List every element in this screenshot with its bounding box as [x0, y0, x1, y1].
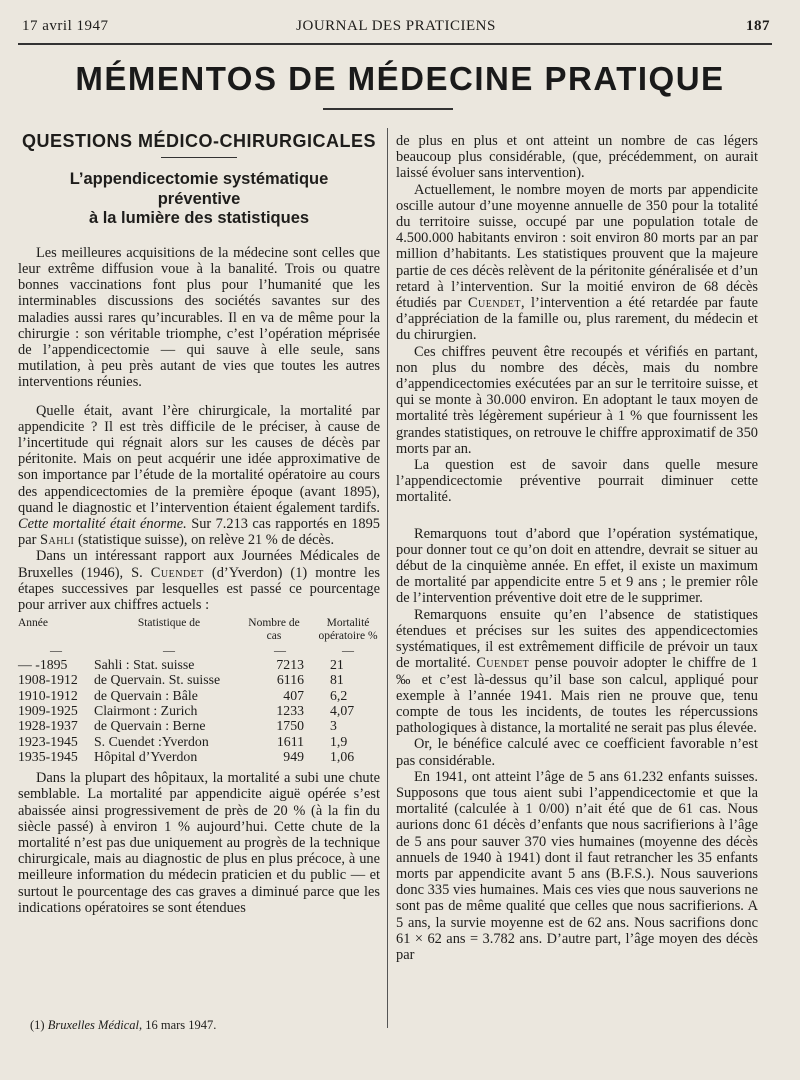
table-row: 1928-1937 de Quervain : Berne 1750 3 — [18, 718, 337, 734]
paragraph: de plus en plus et ont atteint un nombre de cas légers beaucoup plus considérable, (que, précédemment, on aurait laissé évoluer sans intervention). — [396, 133, 758, 182]
table-row: 1935-1945 Hôpital d’Yverdon 949 1,06 — [18, 748, 355, 764]
table-row: 1909-1925 Clairmont : Zurich 1233 4,07 — [18, 703, 355, 719]
table-row: 1923-1945 S. Cuendet :Yverdon 1611 1,9 — [18, 733, 348, 749]
paragraph: Remarquons ensuite qu’en l’absence de statistiques étendues et précises sur les suites des appendicectomies systématiques, il est extrêmement difficile de prévoir un taux de mortalité. Cuendet pense pouvoir adopter le chiffre de 1 ‰ et c’est là-dessus qu’il base son calcul, appliqué pour exemple à l’année 1941. Mais rien ne prouve que, tenu compte de tous les incidents, de toutes les répercussions pathologiques à distance, la mortalité ne serait pas plus élevée. — [396, 606, 758, 737]
author-name: Cuendet — [476, 655, 530, 672]
paragraph: La question est de savoir dans quelle mesure l’appendicectomie préventive pourrait diminuer cette mortalité. — [396, 457, 758, 506]
header-cases: Nombre de cas — [248, 617, 300, 643]
footnote: (1) Bruxelles Médical, 16 mars 1947. — [30, 1018, 217, 1032]
paragraph: Quelle était, avant l’ère chirurgicale, la mortalité par appendicite ? Il est très difficile de le préciser, à cause de l’incertitude qui régnait alors sur les causes de décès par péritonite. Mais on peut acquérir une idée approximative de son importance par l’étude de la mortalité opératoire au cours des appendicectomies de la première époque (avant 1895), quand le diagnostic et l’intervention étaient également tardifs. Cette mortalité était énorme. Sur 7.213 cas rapportés en 1895 par Sahli (statistique suisse), on relève 21 % de décès. — [18, 402, 380, 549]
paragraph: Les meilleures acquisitions de la médecine sont celles que leur extrême diffusion voue à la banalité. Trois ou quatre bonnes vaccinations font plus pour l’humanité que les interminables discussions des sociétés savantes sur des maladies aussi rares qu’incurables. Il en va de même pour la chirurgie : son véritable triomphe, c’est l’opération méprisée de l’appendicectomie — qui sauve à elle seule, sans mutilation, à peu près autant de vies que toutes les autres interventions réunies. — [18, 244, 380, 391]
right-column — [396, 133, 758, 963]
statistics-table — [18, 617, 380, 764]
issue-date: 17 avril 1947 — [22, 18, 109, 34]
header-year: Année — [18, 617, 49, 630]
paragraph: Actuellement, le nombre moyen de morts par appendicite oscille autour d’une moyenne annuelle de 350 pour la totalité du territoire suisse, occupé par une population totale de 4.500.000 habitants environ : soit environ 80 morts par an par million d’habitants. Les statistiques prouvent que la majeure partie de ces décès relèvent de la péritonite généralisée et d’un retard à l’intervention. Sur la moitié environ de 68 décès étudiés par Cuendet, l’intervention a été retardée par faute d’appréciation de la famille ou, plus rarement, du médecin et du chirurgien. — [396, 181, 758, 344]
paragraph: Ces chiffres peuvent être recoupés et vérifiés en partant, non plus du nombre des décès, mais du nombre d’appendicectomies exécutées par an sur le territoire suisse, et qui se monte à 30.000 environ. En adoptant le taux moyen de mortalité très légèrement supérieur à 1 % que fournissent les grandes statistiques, on retrouve le chiffre approximatif de 350 morts par an. — [396, 343, 758, 457]
footnote-source: Bruxelles Médical — [47, 1018, 139, 1032]
table-dash-row: — — — — — [50, 643, 354, 658]
article-title-line: à la lumière des statistiques — [88, 209, 310, 228]
author-name: Cuendet — [150, 564, 204, 581]
article-title-line: L’appendicectomie systématique — [69, 170, 329, 189]
article-title-line: préventive — [157, 189, 241, 208]
table-row: 1910-1912 de Quervain : Bâle 407 6,2 — [18, 687, 348, 703]
author-name: Sahli — [39, 532, 75, 549]
journal-name: JOURNAL DES PRATICIENS — [296, 18, 496, 34]
paragraph: Dans la plupart des hôpitaux, la mortalité a subi une chute semblable. La mortalité par appendicite aiguë opérée s’est abaissée ainsi progressivement de près de 20 % (à la fin du siècle passé) à environ 1 % aujourd’hui. Cette chute de la mortalité n’est pas due uniquement au progrès de la technique chirurgicale, mais au diagnostic de plus en plus précoce, à une meilleure information du médecin praticien et du public — et surtout le pourcentage des cas graves a diminué parce que les indications opératoires se sont étendues — [18, 770, 380, 916]
paragraph: Remarquons tout d’abord que l’opération systématique, pour donner tout ce qu’on doit en attendre, devrait se situer au début de la cinquième année. En effet, il existe un maximum de mortalité par appendicite entre 5 et 9 ans ; le premier rôle de l’intervention préventive doit etre de le supprimer. — [396, 525, 758, 607]
table-header-row — [18, 617, 380, 643]
running-header — [22, 14, 770, 42]
paragraph: En 1941, ont atteint l’âge de 5 ans 61.232 enfants suisses. Supposons que tous aient subi l’appendicectomie et que la mortalité (calculée à 1 0/00) n’ait été que de 61 cas. Nous aurions donc 61 décès d’enfants que nous sacrifierions à l’âge de 5 ans pour sauver 370 vies humaines (moyenne des décès annuels de 1940 à 1941) dont il faut retrancher les 35 enfants morts par appendicite avant 5 ans (B.F.S.). Nous sauverions donc 335 vies humaines. Mais ces vies que nous sauverions ne sont pas de même qualité que celles que nous sacrifierions. A 5 ans, la survie moyenne est de 62 ans. Nous sacrifions donc 61 × 62 ans = 3.782 ans. D’autre part, l’âge moyen des décès par — [396, 768, 758, 963]
section-rule — [161, 157, 237, 158]
title-rule — [323, 108, 453, 110]
main-title: MÉMENTOS DE MÉDECINE PRATIQUE — [75, 60, 725, 97]
author-name: Cuendet — [467, 295, 522, 312]
header-mortality: Mortalité opératoire % — [318, 617, 378, 643]
column-divider — [387, 128, 388, 1028]
article-title — [18, 170, 380, 229]
paragraph: Dans un intéressant rapport aux Journées Médicales de Bruxelles (1946), S. Cuendet (d’Yverdon) (1) montre les étapes successives par lesquelles est passé ce pourcentage pour arriver aux chiffres actuels : — [18, 548, 380, 613]
page-number: 187 — [746, 18, 770, 34]
paragraph: Or, le bénéfice calculé avec ce coefficient favorable n’est pas considérable. — [396, 736, 758, 769]
section-title: QUESTIONS MÉDICO-CHIRURGICALES — [21, 131, 376, 151]
header-rule — [18, 43, 772, 45]
table-row: — -1895 Sahli : Stat. suisse 7213 21 — [18, 657, 344, 673]
table-row: 1908-1912 de Quervain. St. suisse 6116 81 — [18, 672, 344, 688]
header-stat: Statistique de — [137, 617, 201, 630]
left-column — [18, 133, 380, 916]
